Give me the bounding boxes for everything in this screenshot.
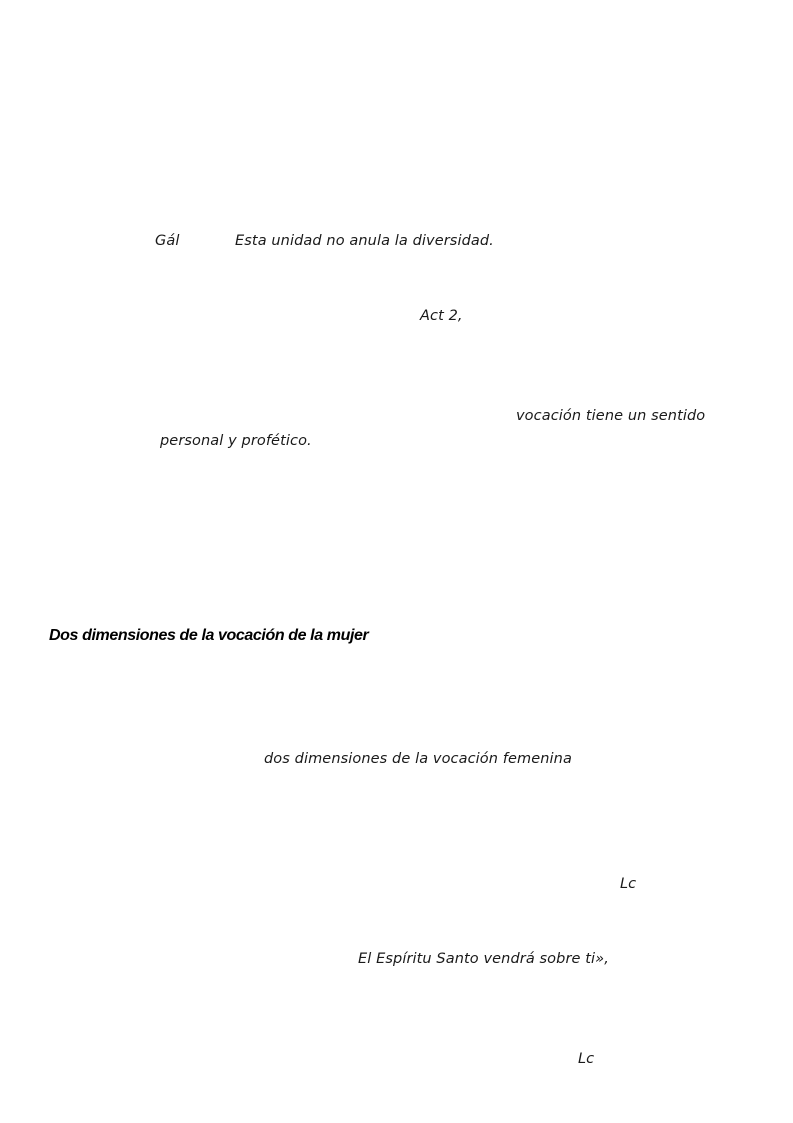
reference-gal: Gál [155,233,180,249]
text-espiritu-santo: El Espíritu Santo vendrá sobre ti», [358,951,609,967]
text-dos-dimensiones-femenina: dos dimensiones de la vocación femenina [264,751,572,767]
text-personal-profetico: personal y profético. [160,433,312,449]
reference-lc-1: Lc [620,876,637,892]
section-heading: Dos dimensiones de la vocación de la mujer [49,627,369,644]
text-unidad-diversidad: Esta unidad no anula la diversidad. [235,233,494,249]
text-vocacion-sentido: vocación tiene un sentido [516,408,706,424]
reference-lc-2: Lc [578,1051,595,1067]
reference-act: Act 2, [420,308,463,324]
